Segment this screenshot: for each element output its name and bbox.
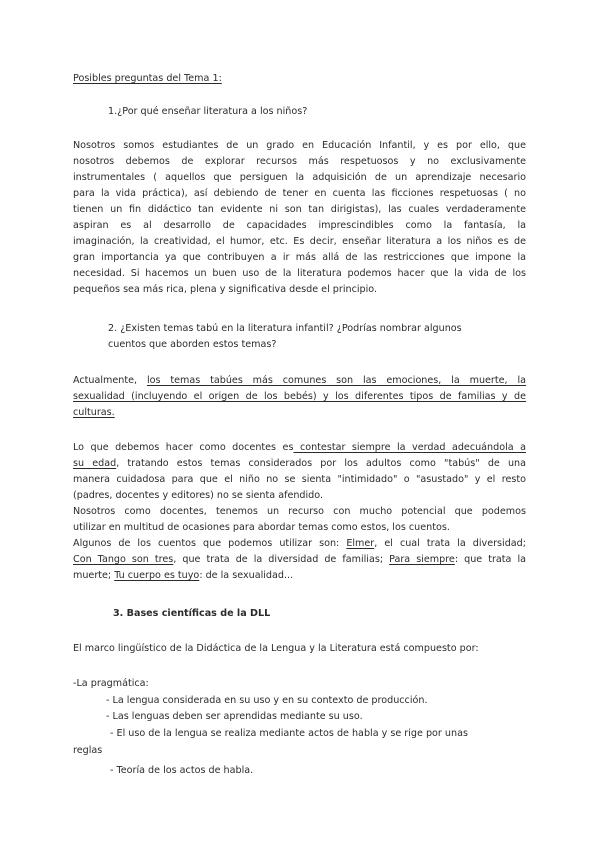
q1-line: para la vida práctica), así debiendo de tener en cuenta las ficciones respetuosas ( no [73,188,526,199]
book-title-para-siempre: Para siempre [389,554,455,565]
underlined-text: su edad [73,458,117,469]
q3-list-item: - La lengua considerada en su uso y en su contexto de producción. [106,695,428,706]
q3-intro: El marco lingüístico de la Didáctica de la Lengua y la Literatura está compuesto por: [73,643,479,654]
q1-line: tienen un fin didáctico tan evidente ni son tan dirigistas), las cuales verdaderamente [73,204,526,215]
q1-line: instrumentales ( aquellos que persiguen la adquisición de un aprendizaje necesario [73,172,526,183]
q2-paragraph-2-line: manera cuidadosa para que el niño no se sienta "intimidado" o "asustado" y el resto [73,474,526,485]
q2-paragraph-2-line: utilizar en multitud de ocasiones para abordar temas como estos, los cuentos. [73,522,450,533]
underlined-text: contestar siempre la verdad adecuándola a [293,442,526,453]
book-title-con-tango: Con Tango son tres [73,554,174,565]
q1-line: gran importancia ya que contribuyen a ir más allá de las restricciones que impone la [73,252,526,263]
book-title-elmer: Elmer [346,538,375,549]
underlined-text: los temas tabúes más comunes son las emociones, la muerte, la [146,375,526,386]
q3-list-item-cont: reglas [73,745,103,756]
q1-line: necesidad. Si hacemos un buen uso de la literatura podemos hacer que la vida de los [73,268,526,279]
q3-list-item: - El uso de la lengua se realiza mediante actos de habla y se rige por unas [110,728,468,739]
question-1-heading: 1.¿Por qué enseñar literatura a los niños? [108,106,308,117]
q2-paragraph-2-line: Con Tango son tres, que trata de la diversidad de familias; Para siempre: que trata la [73,554,527,565]
q1-line: Nosotros somos estudiantes de un grado en Educación Infantil, y es por ello, que [73,140,526,151]
q3-list-item: - Teoría de los actos de habla. [110,765,254,776]
q1-line: imaginación, la creatividad, el humor, etc. Es decir, enseñar literatura a los niños es de [73,236,526,247]
q1-line: nosotros debemos de explorar recursos más respetuosos y no exclusivamente [73,156,526,167]
underlined-text: sexualidad (incluyendo el origen de los bebés) y los diferentes tipos de familias y de [73,391,526,402]
q2-paragraph-2-line: (padres, docentes y editores) no se sienta afendido. [73,490,324,501]
document-title: Posibles preguntas del Tema 1: [73,73,222,84]
underlined-text: culturas. [73,407,115,418]
q1-line: aspiran es al desarrollo de capacidades imprescindibles como la fantasía, la [73,220,526,231]
book-title-tu-cuerpo: Tu cuerpo es tuyo [114,570,200,581]
q2-paragraph-1-line: Actualmente, los temas tabúes más comunes son las emociones, la muerte, la [73,375,526,386]
q3-list-item: - Las lenguas deben ser aprendidas mediante su uso. [106,711,363,722]
q2-paragraph-2-line: Algunos de los cuentos que podemos utilizar son: Elmer, el cual trata la diversidad; [73,538,526,549]
q2-paragraph-2-line: su edad, tratando estos temas considerados por los adultos como "tabús" de una [73,458,526,469]
q2-paragraph-2-line: muerte; Tu cuerpo es tuyo: de la sexualidad... [73,570,294,581]
q2-paragraph-2-line: Nosotros como docentes, tenemos un recurso con mucho potencial que podemos [73,506,526,517]
q1-line: pequeños sea más rica, plena y significativa desde el principio. [73,284,378,295]
question-2-heading-cont: cuentos que aborden estos temas? [108,339,277,350]
q3-label: -La pragmática: [73,678,149,689]
question-2-heading: 2. ¿Existen temas tabú en la literatura infantil? ¿Podrías nombrar algunos [108,323,462,334]
question-3-heading: 3. Bases científicas de la DLL [113,608,271,619]
q2-paragraph-2-line: Lo que debemos hacer como docentes es contestar siempre la verdad adecuándola a [73,442,526,453]
